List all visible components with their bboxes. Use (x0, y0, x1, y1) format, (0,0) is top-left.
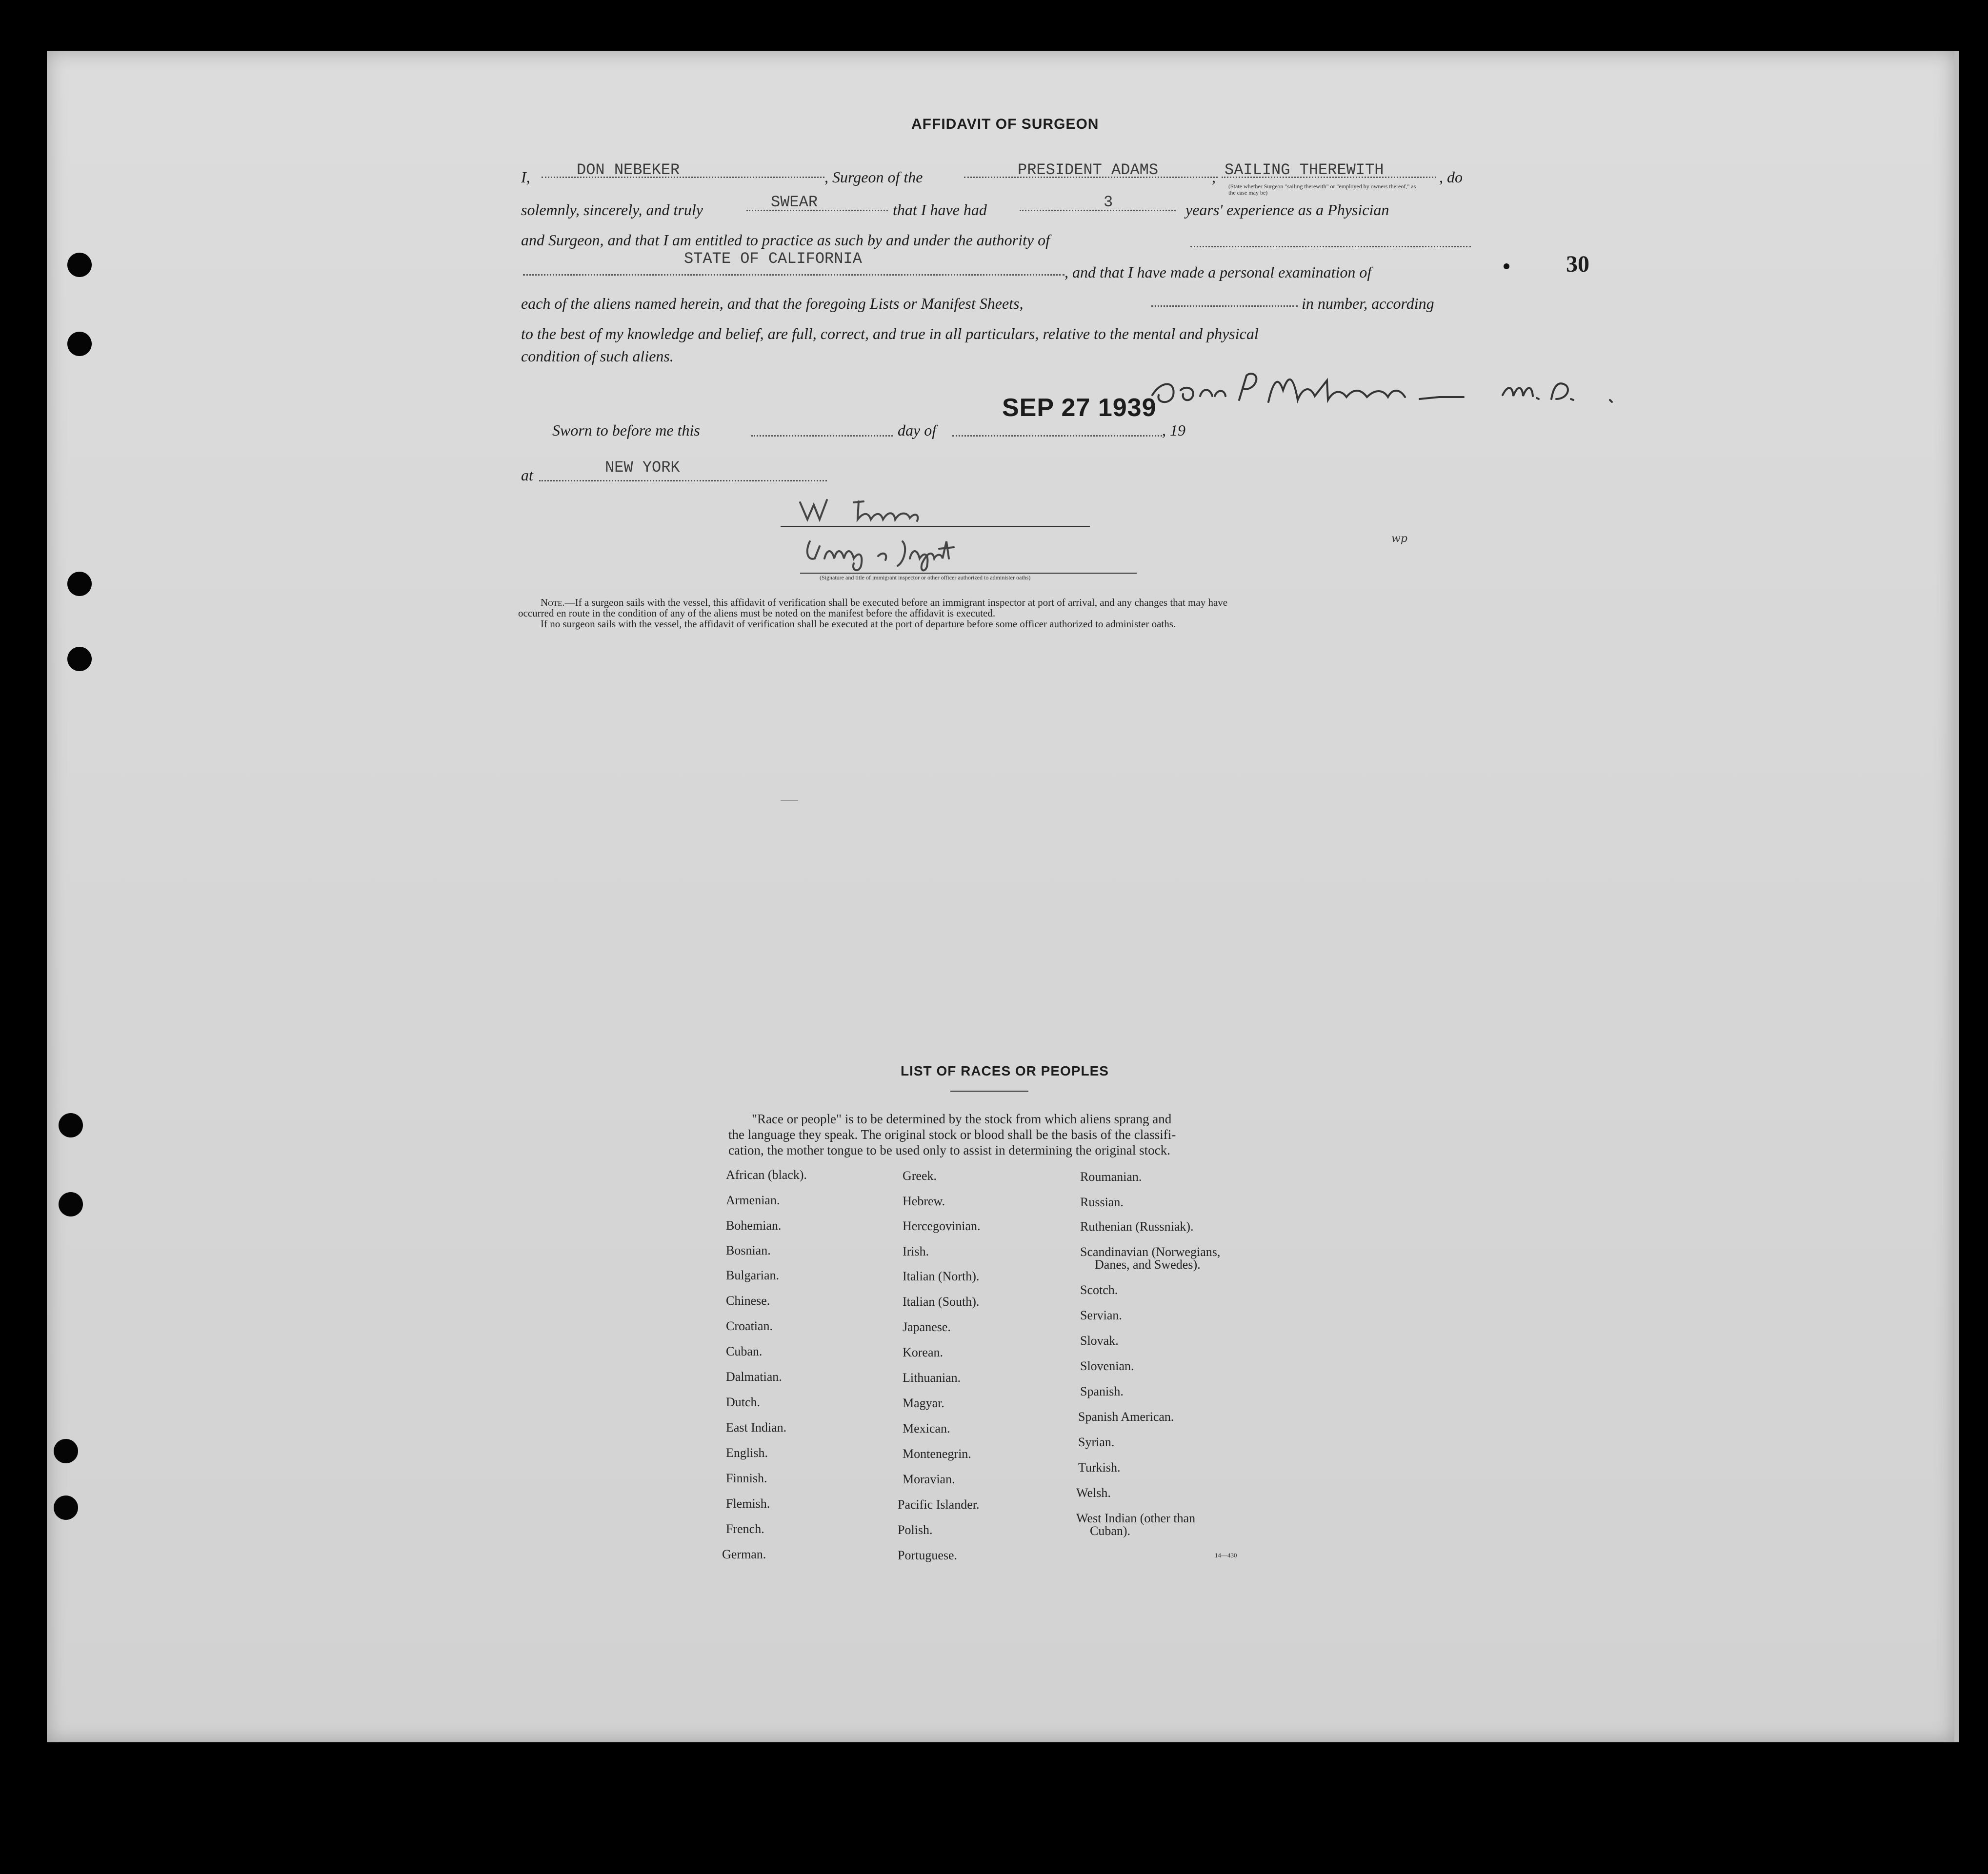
that-i-have-had-label: that I have had (893, 201, 987, 219)
race-item: Spanish. (1080, 1384, 1124, 1398)
race-item: Slovak. (1080, 1334, 1119, 1348)
note-line-2: occurred en route in the condition of any of the aliens must be noted on the manifest before the affidavit is executed. (518, 607, 996, 619)
intro-line-1: "Race or people" is to be determined by the stock from which aliens sprang and (752, 1112, 1172, 1126)
page-edge (1954, 51, 1959, 1742)
races-title-rule (950, 1091, 1028, 1092)
vessel-name: PRESIDENT ADAMS (1018, 161, 1159, 179)
race-item: Montenegrin. (903, 1447, 971, 1461)
each-alien-label: each of the aliens named herein, and that the foregoing Lists or Manifest Sheets, (521, 295, 1024, 312)
authority-line-2 (523, 274, 1064, 276)
surgeon-of-label: , Surgeon of the (824, 168, 923, 186)
ink-dot (1504, 263, 1509, 269)
years-value: 3 (1104, 193, 1113, 211)
date-stamp: SEP 27 1939 (1002, 394, 1157, 422)
i-label: I, (521, 168, 530, 186)
form-number: 14—430 (1215, 1552, 1237, 1559)
race-item: African (black). (726, 1168, 807, 1182)
race-item: Portuguese. (898, 1548, 958, 1562)
place-value: NEW YORK (605, 459, 680, 477)
race-item: Hebrew. (903, 1194, 945, 1208)
note-text-1: —If a surgeon sails with the vessel, this affidavit of verification shall be executed before an immigrant inspector at port of arrival, and any changes that may have (564, 597, 1228, 608)
races-title: LIST OF RACES OR PEOPLES (901, 1063, 1109, 1078)
note-line-1 (541, 597, 1227, 608)
intro-line-2: the language they speak. The original stock or blood shall be the basis of the classifi- (728, 1127, 1176, 1142)
authority-value: STATE OF CALIFORNIA (684, 250, 862, 268)
races-intro (728, 1111, 1250, 1158)
race-item: Danes, and Swedes). (1095, 1257, 1201, 1272)
race-item: Dutch. (726, 1395, 761, 1409)
inspector-signature (790, 493, 1064, 527)
race-item: Bosnian. (726, 1243, 771, 1257)
race-item: Syrian. (1078, 1435, 1115, 1449)
sailing-status: SAILING THEREWITH (1225, 161, 1384, 179)
nineteen-label: , 19 (1162, 421, 1185, 439)
race-item: Bulgarian. (726, 1268, 780, 1282)
sworn-month-line (952, 435, 1162, 437)
affidavit-title: AFFIDAVIT OF SURGEON (911, 116, 1099, 132)
race-item: Spanish American. (1078, 1410, 1174, 1424)
sheets-number-line (1151, 305, 1298, 307)
race-item: Mexican. (903, 1421, 950, 1435)
race-item: Lithuanian. (903, 1371, 961, 1385)
race-item: German. (722, 1547, 766, 1561)
race-item: Moravian. (903, 1472, 955, 1486)
oath-value: SWEAR (771, 193, 818, 211)
note-line-3: If no surgeon sails with the vessel, the affidavit of verification shall be executed at the port of departure before some officer authorized to administer oaths. (541, 618, 1176, 630)
place-line (539, 480, 827, 481)
race-item: Italian (South). (903, 1295, 980, 1309)
race-item: Italian (North). (903, 1269, 980, 1283)
race-item: Bohemian. (726, 1218, 782, 1233)
binder-hole (54, 1439, 78, 1463)
sailing-note: (State whether Surgeon "sailing therewith" or "employed by owners thereof," as the case may be) (1228, 183, 1416, 196)
surgeon-signature (1146, 361, 1673, 415)
sheet-number: 30 (1566, 251, 1589, 277)
and-surgeon-label: and Surgeon, and that I am entitled to practice as such by and under the authority of (521, 231, 1050, 249)
race-item: West Indian (other than (1076, 1511, 1196, 1525)
race-item: Finnish. (726, 1471, 767, 1485)
race-item: Turkish. (1078, 1460, 1121, 1475)
note-label: Note. (541, 597, 565, 608)
stray-mark (781, 800, 798, 801)
race-item: Magyar. (903, 1396, 944, 1410)
do-label: , do (1439, 168, 1463, 186)
race-item: Pacific Islander. (898, 1497, 980, 1512)
race-item: Chinese. (726, 1294, 770, 1308)
signature-caption: (Signature and title of immigrant inspector or other officer authorized to administer oaths) (820, 574, 1031, 581)
comma: , (1212, 168, 1216, 186)
race-item: Scandinavian (Norwegians, (1080, 1245, 1221, 1259)
inspector-signature-line (781, 526, 1090, 527)
race-item: Slovenian. (1080, 1359, 1134, 1373)
day-of-label: day of (898, 421, 937, 439)
ink-mark: wp (1391, 533, 1407, 545)
years-experience-label: years' experience as a Physician (1185, 201, 1389, 219)
race-item: Polish. (898, 1523, 933, 1537)
race-item: English. (726, 1446, 768, 1460)
binder-hole (67, 647, 92, 671)
authority-line-1 (1190, 246, 1471, 247)
personal-exam-label: , and that I have made a personal examination of (1064, 263, 1372, 281)
binder-hole (67, 572, 92, 596)
race-item: Scotch. (1080, 1283, 1118, 1297)
race-item: Japanese. (903, 1320, 951, 1334)
race-item: Dalmatian. (726, 1370, 782, 1384)
race-item: Cuban. (726, 1344, 763, 1358)
race-item: Roumanian. (1080, 1170, 1142, 1184)
sworn-label: Sworn to before me this (552, 421, 700, 439)
race-item: Croatian. (726, 1319, 773, 1333)
race-item: Korean. (903, 1345, 944, 1359)
race-item: Welsh. (1076, 1486, 1111, 1500)
race-item: Hercegovinian. (903, 1219, 981, 1233)
in-number-label: in number, according (1302, 295, 1434, 312)
binder-hole (67, 332, 92, 356)
condition-label: condition of such aliens. (521, 347, 674, 365)
surgeon-name: DON NEBEKER (577, 161, 680, 179)
binder-hole (54, 1495, 78, 1520)
race-item: Irish. (903, 1244, 929, 1258)
race-item: Servian. (1080, 1308, 1122, 1322)
race-item: Cuban). (1090, 1524, 1131, 1538)
race-item: French. (726, 1522, 764, 1536)
years-line (1020, 210, 1176, 211)
best-knowledge-label: to the best of my knowledge and belief, are full, correct, and true in all particulars, relative to the mental and physical (521, 325, 1259, 342)
race-item: East Indian. (726, 1420, 787, 1435)
binder-hole (59, 1113, 83, 1137)
intro-line-3: cation, the mother tongue to be used only to assist in determining the original stock. (728, 1143, 1170, 1157)
race-item: Russian. (1080, 1195, 1124, 1209)
inspector-title-line (800, 573, 1137, 574)
binder-hole (59, 1192, 83, 1216)
sworn-day-line (751, 435, 893, 437)
solemnly-label: solemnly, sincerely, and truly (521, 201, 703, 219)
at-label: at (521, 466, 533, 484)
race-item: Greek. (903, 1169, 937, 1183)
race-item: Ruthenian (Russniak). (1080, 1219, 1194, 1234)
race-item: Flemish. (726, 1496, 770, 1511)
race-item: Armenian. (726, 1193, 780, 1207)
binder-hole (67, 253, 92, 277)
